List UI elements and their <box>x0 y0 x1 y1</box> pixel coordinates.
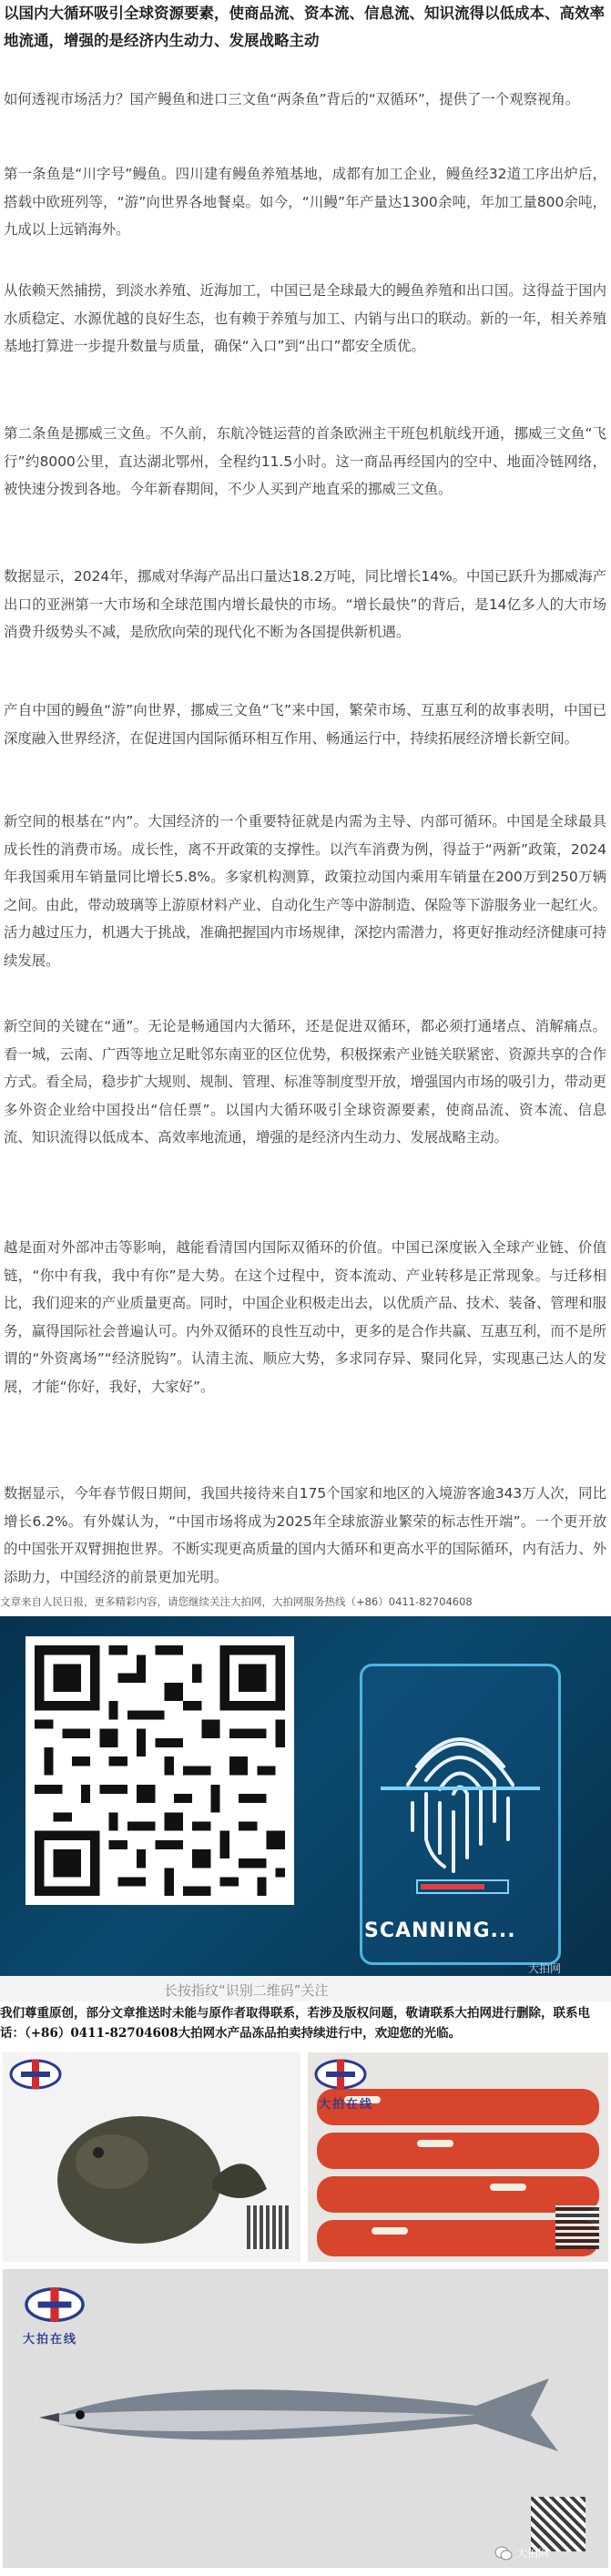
article-paragraph: 第一条鱼是“川字号”鳗鱼。四川建有鳗鱼养殖基地，成都有加工企业，鳗鱼经32道工序出炉后，搭载中欧班列等，“游”向世界各地餐桌。如今，“川鳗”年产量达1300余吨，年加工量800余吨，九成以上远销海外。 <box>4 166 606 238</box>
photo-qr-icon <box>247 2205 290 2249</box>
photo-qr-icon <box>555 2205 599 2249</box>
wechat-icon <box>494 2546 513 2561</box>
fingerprint-icon <box>362 1685 558 1921</box>
article-paragraph: 新空间的关键在“通”。无论是畅通国内大循环，还是促进双循环，都必须打通堵点、消解痛点。看一城，云南、广西等地立足毗邻东南亚的区位优势，积极探索产业链关联紧密、资源共享的合作方式。看全局，稳步扩大规则、规制、管理、标准等制度型开放，增强国内市场的吸引力，带动更多外资企业给中国投出“信任票”。以国内大循环吸引全球资源要素，使商品流、资本流、信息流、知识流得以低成本、高效率地流通，增强的是经济内生动力、发展战略主动。 <box>4 1018 606 1145</box>
copyright-notice: 我们尊重原创，部分文章推送时未能与原作者取得联系，若涉及版权问题，敬请联系大拍网进行删除，联系电话：（+86）0411-82704608大拍网水产品冻品拍卖持续进行中，欢迎您的光临。 <box>0 2006 590 2041</box>
article-paragraph: 数据显示，2024年，挪威对华海产品出口量达18.2万吨，同比增长14%。中国已跃升为挪威海产出口的亚洲第一大市场和全球范围内增长最快的市场。“增长最快”的背后，是14亿多人的大市场消费升级势头不减，是欣欣向荣的现代化不断为各国提供新机遇。 <box>4 568 606 640</box>
article-paragraph: 越是面对外部冲击等影响，越能看清国内国际双循环的价值。中国已深度嵌入全球产业链、价值链，“你中有我，我中有你”是大势。在这个过程中，资本流动、产业转移是正常现象。与迁移相比，我们迎来的产业质量更高。同时，中国企业积极走出去，以优质产品、技术、装备、管理和服务，赢得国际社会普遍认可。内外双循环的良性互动中，更多的是合作共赢、互惠互利，而不是所谓的“外资离场”“经济脱钩”。认清主流、顺应大势，多求同存异、聚同化异，实现惠己达人的发展，才能“你好，我好，大家好”。 <box>4 1239 606 1395</box>
scanning-label: SCANNING... <box>364 1919 516 1942</box>
qr-banner <box>0 1616 611 2001</box>
product-photo-fish <box>3 2052 300 2262</box>
qr-caption: 长按指纹“识别二维码”关注 <box>164 1982 329 1999</box>
article-paragraph: 如何透视市场活力？国产鳗鱼和进口三文鱼“两条鱼”背后的“双循环”，提供了一个观察视角。 <box>4 91 580 107</box>
source-line: 文章来自人民日报，更多精彩内容，请您继续关注大拍网，大拍网服务热线（+86）0411-82704608 <box>0 1595 473 1608</box>
article-paragraph: 第二条鱼是挪威三文鱼。不久前，东航冷链运营的首条欧洲主干班包机航线开通，挪威三文鱼“飞行”约8000公里，直达湖北鄂州，全程约11.5小时。这一商品再经国内的空中、地面冷链网络，被快速分拨到各地。今年新春期间，不少人买到产地直采的挪威三文鱼。 <box>4 425 606 497</box>
product-photo-crab-legs <box>308 2052 608 2262</box>
product-photo-saury <box>3 2269 608 2568</box>
article-headline: 以国内大循环吸引全球资源要素，使商品流、资本流、信息流、知识流得以低成本、高效率地流通，增强的是经济内生动力、发展战略主动 <box>4 5 605 49</box>
dapai-logo-icon <box>23 2284 87 2326</box>
photo-qr-icon <box>531 2497 586 2551</box>
article-paragraph: 从依赖天然捕捞，到淡水养殖、近海加工，中国已是全球最大的鳗鱼养殖和出口国。这得益于国内水质稳定、水源优越的良好生态，也有赖于养殖与加工、内销与出口的联动。新的一年，相关养殖基地打算进一步提升数量与质量，确保“入口”到“出口”都安全质优。 <box>4 282 606 354</box>
qr-code-icon[interactable] <box>25 1636 294 1905</box>
article-paragraph: 新空间的根基在“内”。大国经济的一个重要特征就是内需为主导、内部可循环。中国是全球最具成长性的消费市场。成长性，离不开政策的支撑性。以汽车消费为例，得益于“两新”政策，2024年我国乘用车销量同比增长5.8%。多家机构测算，政策拉动国内乘用车销量在200万到250万辆之间。由此，带动玻璃等上游原材料产业、自动化生产等中游制造、保险等下游服务业一起红火。活力越过压力，机遇大于挑战，准确把握国内市场规律，深挖内需潜力，将更好推动经济健康可持续发展。 <box>4 813 606 969</box>
photo-logo-text: 大拍在线 <box>23 2333 78 2347</box>
photo-logo-text: 大拍在线 <box>319 2098 374 2112</box>
dapai-logo-icon <box>313 2056 368 2092</box>
banner-watermark: 大拍网 <box>528 1962 562 1975</box>
photo-watermark: 大拍网 <box>516 2547 550 2560</box>
article-paragraph: 数据显示，今年春节假日期间，我国共接待来自175个国家和地区的入境游客逾343万人次，同比增长6.2%。有外媒认为，“中国市场将成为2025年全球旅游业繁荣的标志性开端”。一个更开放的中国张开双臂拥抱世界。不断实现更高质量的国内大循环和更高水平的国际循环，内有活力、外添助力，中国经济的前景更加光明。 <box>4 1485 606 1585</box>
dapai-logo-icon <box>8 2056 63 2092</box>
article-paragraph: 产自中国的鳗鱼“游”向世界，挪威三文鱼“飞”来中国，繁荣市场、互惠互利的故事表明，中国已深度融入世界经济，在促进国内国际循环相互作用、畅通运行中，持续拓展经济增长新空间。 <box>4 702 606 747</box>
